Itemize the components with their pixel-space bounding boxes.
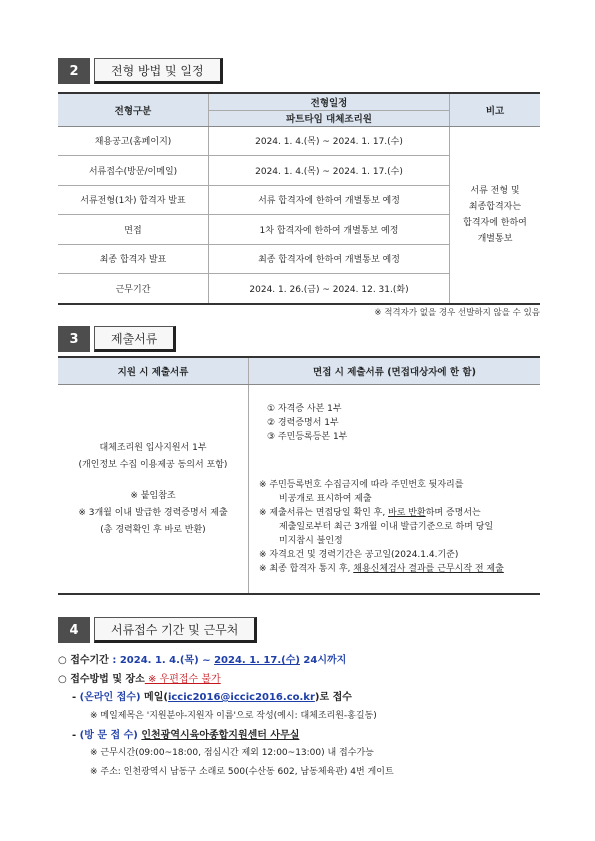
schedule-footnote: ※ 적격자가 없을 경우 선발하지 않을 수 있음: [374, 308, 540, 318]
header-type: 전형구분: [58, 93, 209, 126]
header-schedule: 전형일정: [209, 93, 450, 110]
doc-line: ※ 제출서류는 면접당일 확인 후, 바로 반환하며 증명서는: [259, 508, 481, 518]
type-cell: 서류전형(1차) 합격자 발표: [58, 185, 209, 215]
visit-hours: ※ 근무시간(09:00~18:00, 점심시간 제외 12:00~13:00) 내 접수가능: [90, 748, 374, 758]
type-cell: 서류접수(방문/이메일): [58, 156, 209, 186]
section-4-heading: [58, 617, 257, 643]
type-cell: 최종 합격자 발표: [58, 244, 209, 274]
date-cell: 서류 합격자에 한하여 개별통보 예정: [209, 185, 450, 215]
doc-line: 미지참시 불인정: [279, 536, 343, 546]
apply-docs-cell: [58, 385, 249, 595]
interview-docs-cell: [249, 385, 541, 595]
header-note: 비고: [450, 93, 541, 126]
doc-line: (개인정보 수집 이용제공 동의서 포함): [78, 459, 228, 470]
header-sub: 파트타임 대체조리원: [209, 110, 450, 126]
reception-method: ○ 접수방법 및 장소 ※ 우편접수 불가: [58, 674, 221, 685]
doc-line: ① 자격증 사본 1부: [267, 404, 342, 414]
section-number: 3: [58, 326, 90, 352]
type-cell: 면접: [58, 215, 209, 245]
section-2-heading: [58, 58, 223, 84]
table-row: [58, 126, 540, 156]
visit-reception: - (방 문 접 수) 인천광역시육아종합지원센터 사무실: [72, 730, 300, 741]
note-line: 합격자에 한하여: [463, 217, 527, 228]
section-title: 전형 방법 및 일정: [94, 58, 223, 84]
header-apply-docs: 지원 시 제출서류: [58, 357, 249, 385]
section-number: 2: [58, 58, 90, 84]
section-title: 서류접수 기간 및 근무처: [94, 617, 257, 643]
online-note: ※ 메일제목은 '지원분야-지원자 이름'으로 작성(예시: 대체조리원-홍길동): [90, 711, 377, 721]
date-cell: 2024. 1. 26.(금) ~ 2024. 12. 31.(화): [209, 274, 450, 304]
doc-line: ※ 붙임참조: [130, 490, 176, 501]
email-link[interactable]: iccic2016@iccic2016.co.kr: [167, 692, 315, 703]
doc-line: 제출일로부터 최근 3개월 이내 발급기준으로 하며 당일: [279, 522, 494, 532]
doc-line: ※ 3개월 이내 발급한 경력증명서 제출: [78, 507, 228, 518]
date-cell: 1차 합격자에 한하여 개별통보 예정: [209, 215, 450, 245]
doc-line: 대체조리원 입사지원서 1부: [99, 442, 207, 453]
visit-address: ※ 주소: 인천광역시 남동구 소래로 500(수산동 602, 남동체육관) 4번 게이트: [90, 767, 394, 777]
section-title: 제출서류: [94, 326, 176, 352]
date-cell: 최종 합격자에 한하여 개별통보 예정: [209, 244, 450, 274]
doc-line: ※ 주민등록번호 수집금지에 따라 주민번호 뒷자리를: [259, 480, 464, 490]
doc-line: ② 경력증명서 1부: [267, 418, 339, 428]
doc-line: (총 경력확인 후 바로 반환): [100, 524, 206, 535]
type-cell: 채용공고(홈페이지): [58, 126, 209, 156]
section-3-heading: [58, 326, 176, 352]
note-line: 서류 전형 및: [470, 185, 520, 196]
doc-line: ③ 주민등록등본 1부: [267, 432, 348, 442]
doc-line: 비공개로 표시하여 제출: [279, 494, 372, 504]
date-cell: 2024. 1. 4.(목) ~ 2024. 1. 17.(수): [209, 126, 450, 156]
online-reception: - (온라인 접수) 메일(iccic2016@iccic2016.co.kr)로 접수: [72, 692, 352, 703]
header-interview-docs: 면접 시 제출서류 (면접대상자에 한 함): [249, 357, 541, 385]
schedule-table: [58, 92, 540, 305]
type-cell: 근무기간: [58, 274, 209, 304]
doc-line: ※ 자격요건 및 경력기간은 공고일(2024.1.4.기준): [259, 550, 459, 560]
date-cell: 2024. 1. 4.(목) ~ 2024. 1. 17.(수): [209, 156, 450, 186]
note-line: 최종합격자는: [468, 201, 522, 212]
doc-line: ※ 최종 합격자 통지 후, 채용신체검사 결과를 근무시작 전 제출: [259, 564, 504, 574]
section-number: 4: [58, 617, 90, 643]
note-line: 개별통보: [477, 233, 513, 244]
reception-period: ○ 접수기간 : 2024. 1. 4.(목) ~ 2024. 1. 17.(수) 24시까지: [58, 655, 347, 666]
documents-table: [58, 356, 540, 595]
note-cell: [450, 126, 541, 304]
